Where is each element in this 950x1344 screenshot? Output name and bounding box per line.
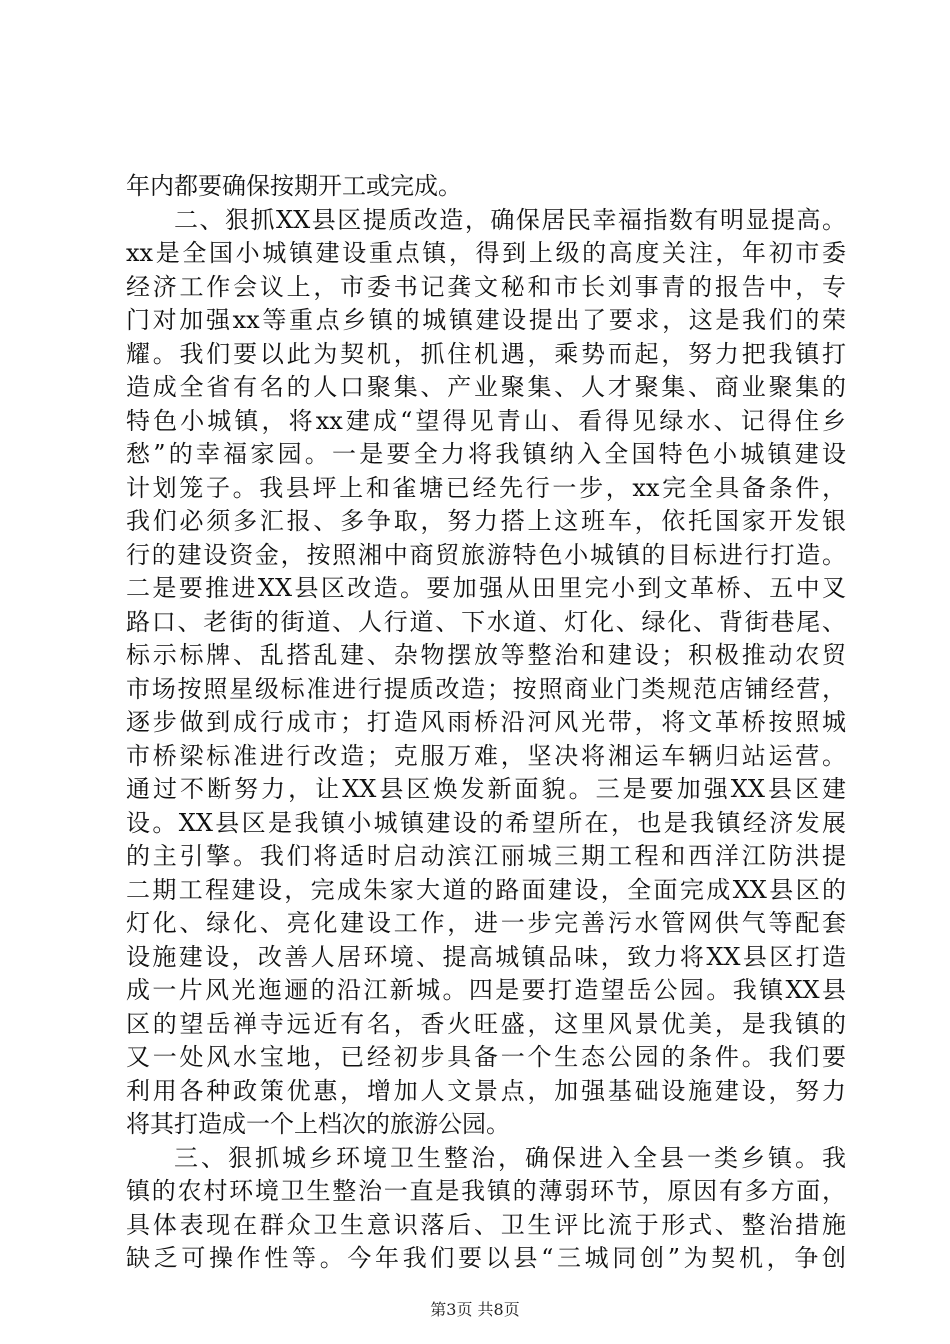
- text-line: 耀。我们要以此为契机，抓住机遇，乘势而起，努力把我镇打: [126, 339, 846, 368]
- text-line: 灯化、绿化、亮化建设工作，进一步完善污水管网供气等配套: [126, 909, 846, 937]
- text-line: 利用各种政策优惠，增加人文景点，加强基础设施建设，努力: [126, 1076, 846, 1105]
- text-line: 年内都要确保按期开工或完成。: [126, 172, 462, 200]
- section-heading-line: 二、狠抓XX县区提质改造，确保居民幸福指数有明显提高。: [174, 205, 846, 234]
- text-line: 市场按照星级标准进行提质改造；按照商业门类规范店铺经营，: [126, 674, 846, 703]
- text-line: 设施建设，改善人居环境、提高城镇品味，致力将XX县区打造: [126, 942, 846, 971]
- text-line: 成一片风光迤逦的沿江新城。四是要打造望岳公园。我镇XX县: [126, 976, 846, 1004]
- text-line: 缺乏可操作性等。今年我们要以县“三城同创”为契机，争创: [126, 1244, 846, 1272]
- text-line: 特色小城镇，将xx建成“望得见青山、看得见绿水、记得住乡: [126, 406, 846, 435]
- text-line: 镇的农村环境卫生整治一直是我镇的薄弱环节，原因有多方面，: [126, 1177, 846, 1205]
- text-line: 造成全省有名的人口聚集、产业聚集、人才聚集、商业聚集的: [126, 373, 846, 401]
- text-line: 市桥梁标准进行改造；克服万难，坚决将湘运车辆归站运营。: [126, 741, 846, 770]
- text-line: 标示标牌、乱搭乱建、杂物摆放等整治和建设；积极推动农贸: [126, 641, 846, 669]
- text-line: 的主引擎。我们将适时启动滨江丽城三期工程和西洋江防洪提: [126, 842, 846, 870]
- text-line: 行的建设资金，按照湘中商贸旅游特色小城镇的目标进行打造。: [126, 540, 846, 569]
- text-line: 具体表现在群众卫生意识落后、卫生评比流于形式、整治措施: [126, 1210, 846, 1239]
- text-line: 又一处风水宝地，已经初步具备一个生态公园的条件。我们要: [126, 1043, 846, 1071]
- text-line: 二期工程建设，完成朱家大道的路面建设，全面完成XX县区的: [126, 875, 846, 904]
- page-footer: 第3页 共8页: [430, 1300, 520, 1319]
- text-line: 我们必须多汇报、多争取，努力搭上这班车，依托国家开发银: [126, 507, 846, 535]
- text-line: 二是要推进XX县区改造。要加强从田里完小到文革桥、五中叉: [126, 574, 846, 602]
- text-line: 门对加强xx等重点乡镇的城镇建设提出了要求，这是我们的荣: [126, 306, 846, 334]
- section-heading-line: 三、狠抓城乡环境卫生整治，确保进入全县一类乡镇。我: [174, 1143, 846, 1172]
- text-line: xx是全国小城镇建设重点镇，得到上级的高度关注，年初市委: [126, 239, 846, 267]
- text-line: 将其打造成一个上档次的旅游公园。: [126, 1110, 510, 1138]
- text-line: 计划笼子。我县坪上和雀塘已经先行一步，xx完全具备条件，: [126, 473, 846, 502]
- text-line: 设。XX县区是我镇小城镇建设的希望所在，也是我镇经济发展: [126, 808, 846, 837]
- text-line: 逐步做到成行成市；打造风雨桥沿河风光带，将文革桥按照城: [126, 708, 846, 736]
- text-line: 愁”的幸福家园。一是要全力将我镇纳入全国特色小城镇建设: [126, 440, 846, 468]
- text-line: 通过不断努力，让XX县区焕发新面貌。三是要加强XX县区建: [126, 775, 846, 803]
- text-line: 路口、老街的街道、人行道、下水道、灯化、绿化、背街巷尾、: [126, 607, 846, 636]
- body-text: [126, 170, 846, 1276]
- text-line: 经济工作会议上，市委书记龚文秘和市长刘事青的报告中，专: [126, 272, 846, 301]
- text-line: 区的望岳禅寺远近有名，香火旺盛，这里风景优美，是我镇的: [126, 1009, 846, 1038]
